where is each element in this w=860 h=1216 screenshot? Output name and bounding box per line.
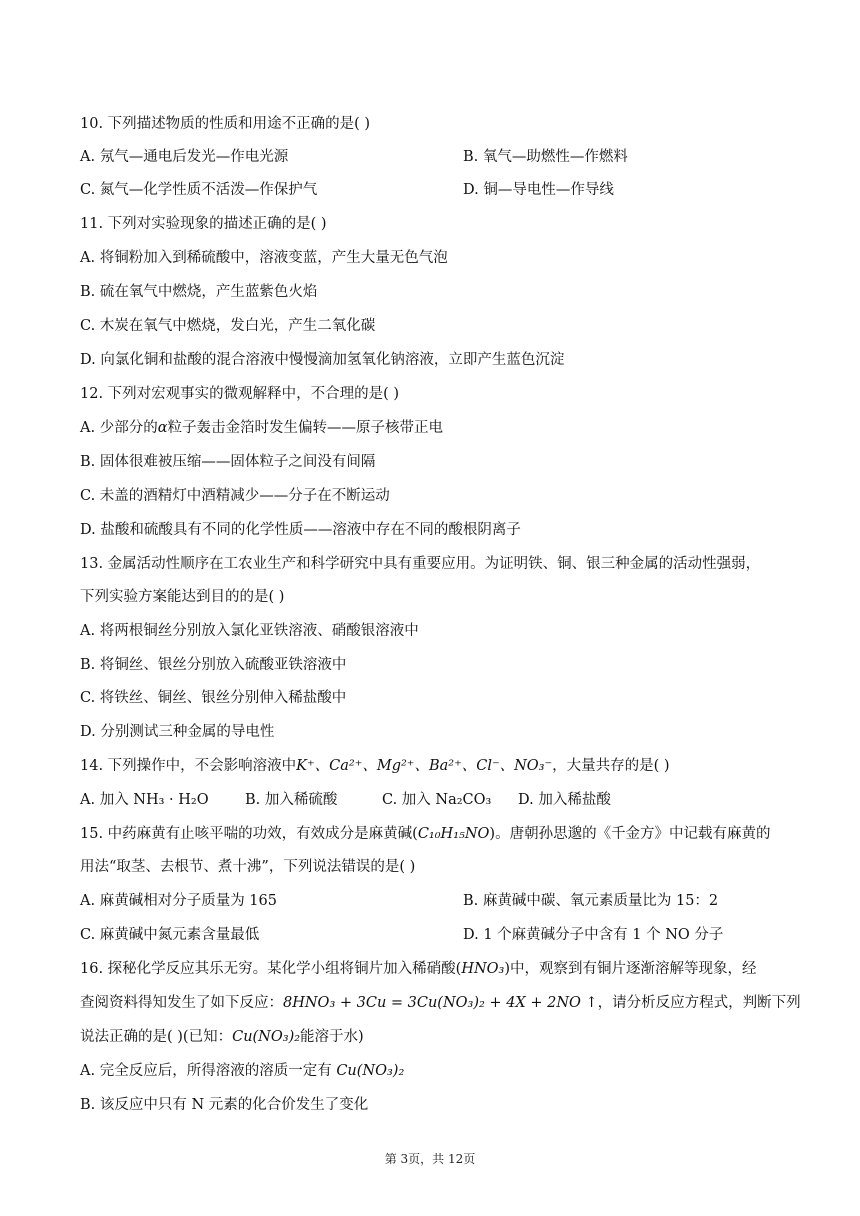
q11-option-d: D. 向氯化铜和盐酸的混合溶液中慢慢滴加氢氧化钠溶液，立即产生蓝色沉淀 (80, 352, 565, 368)
q14-stem-prefix: 14. 下列操作中，不会影响溶液中 (80, 758, 297, 774)
q12-option-a-prefix: A. 少部分的 (80, 420, 158, 436)
q15-option-b: B. 麻黄碱中碳、氧元素质量比为 15：2 (463, 893, 719, 909)
copper-nitrate-formula: Cu(NO₃)₂ (232, 1029, 301, 1045)
q16-stem3-prefix: 说法正确的是( )(已知： (80, 1029, 233, 1045)
q10-row1 (80, 147, 780, 167)
q16-stem-line2 (80, 993, 801, 1013)
nitric-acid-formula: HNO₃ (461, 961, 505, 977)
q12-option-a-suffix: 粒子轰击金箔时发生偏转——原子核带正电 (167, 420, 443, 436)
q16-stem3-suffix: 能溶于水) (300, 1029, 364, 1045)
q16-option-a (80, 1061, 404, 1081)
q13-stem-line2: 下列实验方案能达到目的的是( ) (80, 589, 285, 605)
q14-ion-list: K⁺、Ca²⁺、Mg²⁺、Ba²⁺、Cl⁻、NO₃⁻ (296, 758, 553, 774)
ephedrine-formula: C₁₀H₁₅NO (417, 826, 490, 842)
q11-option-b: B. 硫在氧气中燃烧，产生蓝紫色火焰 (80, 284, 318, 300)
q14-stem-suffix: ，大量共存的是( ) (552, 758, 670, 774)
q13-stem-line1: 13. 金属活动性顺序在工农业生产和科学研究中具有重要应用。为证明铁、铜、银三种金属的活动性强弱， (80, 556, 761, 572)
q11-option-c: C. 木炭在氧气中燃烧，发白光，产生二氧化碳 (80, 318, 376, 334)
reaction-equation: 8HNO₃ + 3Cu = 3Cu(NO₃)₂ + 4X + 2NO ↑ (283, 995, 598, 1011)
q16-option-a-text: A. 完全反应后，所得溶液的溶质一定有 (80, 1063, 337, 1079)
q10-option-c: C. 氮气—化学性质不活泼—作保护气 (80, 182, 318, 198)
q10-row2 (80, 180, 780, 200)
q10-stem: 10. 下列描述物质的性质和用途不正确的是( ) (80, 116, 371, 132)
q15-stem-prefix: 15. 中药麻黄有止咳平喘的功效，有效成分是麻黄碱( (80, 826, 418, 842)
q12-option-b: B. 固体很难被压缩——固体粒子之间没有间隔 (80, 454, 376, 470)
q15-stem-line1 (80, 824, 771, 844)
q11-option-a: A. 将铜粉加入到稀硫酸中，溶液变蓝，产生大量无色气泡 (80, 250, 448, 266)
q12-stem: 12. 下列对宏观事实的微观解释中，不合理的是( ) (80, 386, 400, 402)
q13-option-a: A. 将两根铜丝分别放入氯化亚铁溶液、硝酸银溶液中 (80, 623, 419, 639)
q15-stem-line2: 用法“取茎、去根节、煮十沸”，下列说法错误的是( ) (80, 859, 416, 875)
q13-option-b: B. 将铜丝、银丝分别放入硫酸亚铁溶液中 (80, 657, 347, 673)
q13-option-d: D. 分别测试三种金属的导电性 (80, 724, 275, 740)
q15-row1 (80, 891, 780, 911)
q14-option-c: C. 加入 Na₂CO₃ (382, 792, 492, 808)
q14-stem (80, 756, 670, 776)
q12-option-d: D. 盐酸和硫酸具有不同的化学性质——溶液中存在不同的酸根阴离子 (80, 522, 521, 538)
q10-option-d: D. 铜—导电性—作导线 (463, 182, 614, 198)
q15-row2 (80, 925, 780, 945)
q15-option-a: A. 麻黄碱相对分子质量为 165 (80, 893, 277, 909)
q16-option-b: B. 该反应中只有 N 元素的化合价发生了变化 (80, 1097, 369, 1113)
q10-option-a: A. 氖气—通电后发光—作电光源 (80, 149, 289, 165)
q15-stem-suffix: )。唐朝孙思邈的《千金方》中记载有麻黄的 (489, 826, 771, 842)
alpha-symbol: α (157, 420, 168, 436)
q16-stem-line1 (80, 959, 757, 979)
q16-stem1-prefix: 16. 探秘化学反应其乐无穷。某化学小组将铜片加入稀硝酸( (80, 961, 462, 977)
q16-stem-line3 (80, 1027, 364, 1047)
q16-stem2-prefix: 查阅资料得知发生了如下反应： (80, 995, 283, 1011)
q11-stem: 11. 下列对实验现象的描述正确的是( ) (80, 216, 327, 232)
q12-option-c: C. 未盖的酒精灯中酒精减少——分子在不断运动 (80, 488, 390, 504)
q16-stem1-suffix: )中，观察到有铜片逐渐溶解等现象，经 (504, 961, 757, 977)
q14-option-d: D. 加入稀盐酸 (518, 792, 611, 808)
q10-option-b: B. 氧气—助燃性—作燃料 (463, 149, 628, 165)
q15-option-c: C. 麻黄碱中氮元素含量最低 (80, 927, 260, 943)
q15-option-d: D. 1 个麻黄碱分子中含有 1 个 NO 分子 (463, 927, 724, 943)
q16-stem2-suffix: ，请分析反应方程式，判断下列 (597, 995, 801, 1011)
q14-option-b: B. 加入稀硫酸 (245, 792, 338, 808)
q12-option-a (80, 418, 443, 438)
page-number-footer: 第 3页，共 12页 (384, 1152, 476, 1166)
q13-option-c: C. 将铁丝、铜丝、银丝分别伸入稀盐酸中 (80, 690, 347, 706)
q14-option-a: A. 加入 NH₃ · H₂O (80, 792, 209, 808)
q16-option-a-formula: Cu(NO₃)₂ (336, 1063, 405, 1079)
